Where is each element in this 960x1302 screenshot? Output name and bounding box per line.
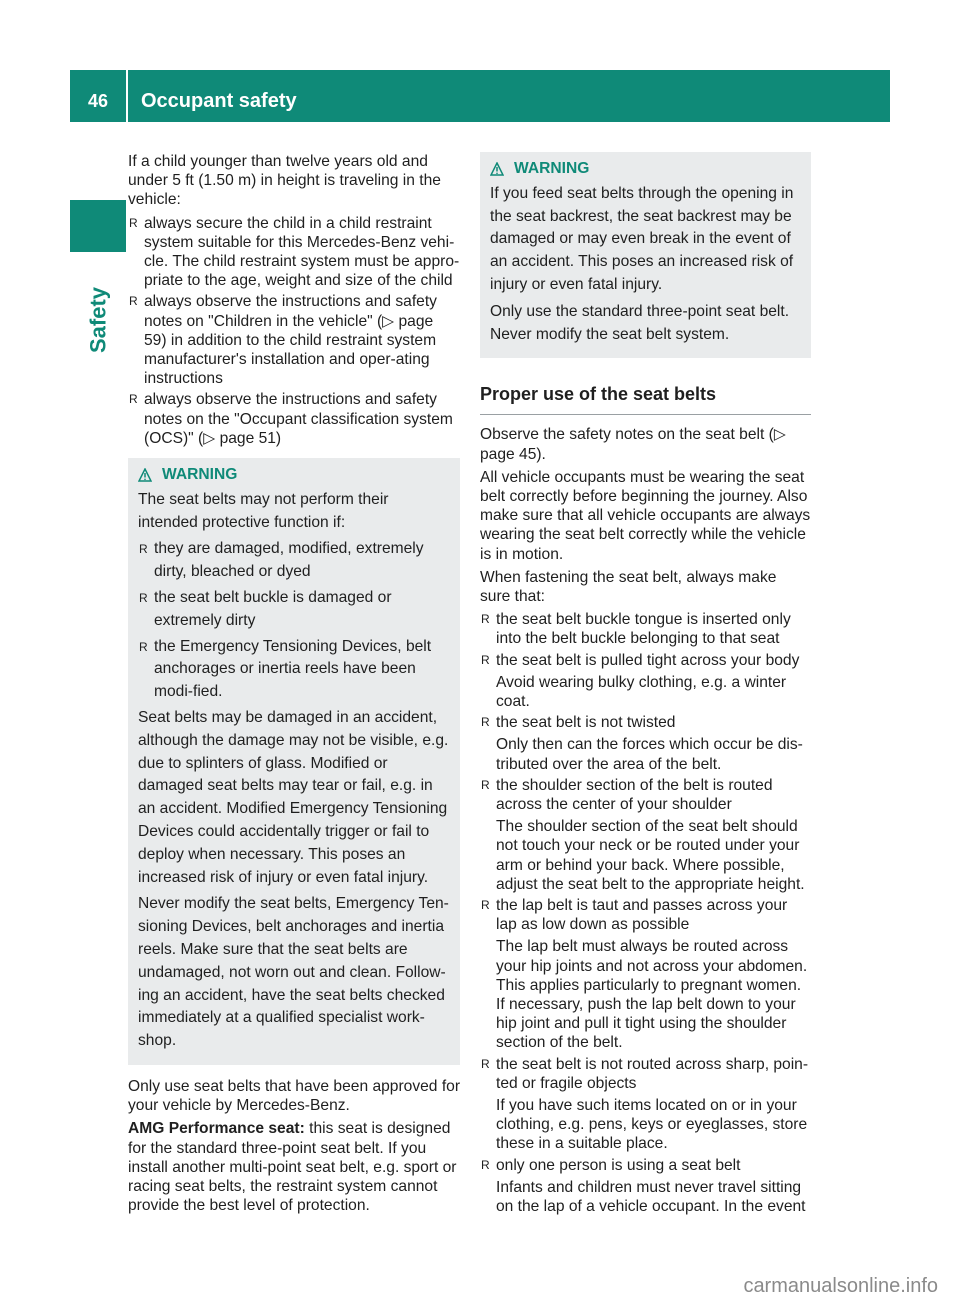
- bullet-icon: R: [481, 715, 490, 730]
- list-item: [480, 1055, 811, 1154]
- list-item: [480, 776, 811, 894]
- amg-paragraph: [128, 1119, 460, 1215]
- section-heading: Proper use of the seat belts: [480, 382, 811, 415]
- list-item: R the Emergency Tensioning Devices, belt anchorages or inertia reels have been modi-fied.: [139, 637, 432, 701]
- section-tab-marker: [70, 200, 126, 252]
- list-item-main: the seat belt is pulled tight across your body: [496, 651, 800, 669]
- warning-box: [128, 458, 460, 1065]
- list-item-detail: The shoulder section of the seat belt should not touch your neck or be routed under your arm or behind your back. Where possible, adjust the seat belt to the appropriate height.: [496, 818, 805, 893]
- list-item: [480, 1156, 811, 1217]
- amg-label: AMG Performance seat:: [128, 1120, 305, 1138]
- list-item: [480, 896, 811, 1053]
- warning-bullet-list: [138, 538, 450, 704]
- warning-triangle-icon: [490, 162, 504, 176]
- header-divider: [126, 70, 128, 122]
- section-side-label: Safety: [85, 286, 111, 354]
- warning-header: [138, 464, 450, 487]
- approved-belts-paragraph: Only use seat belts that have been approved for your vehicle by Mercedes-Benz.: [128, 1077, 461, 1115]
- list-item: [480, 651, 811, 712]
- list-item-main: the shoulder section of the belt is routed across the center of your shoulder: [496, 776, 773, 814]
- list-item-detail: The lap belt must always be routed across your hip joints and not across your abdomen. This applies particularly to pregnant women. If necessary, push the lap belt down to your hip joint and pull it tight using the shoulder section of the belt.: [496, 938, 808, 1052]
- list-item: R always secure the child in a child restraint system suitable for this Mercedes-Benz vehi-cle. The child restraint system must be appro-priate to the age, weight and size of the child: [129, 214, 460, 290]
- warning-paragraph: Only use the standard three-point seat belt. Never modify the seat belt system.: [490, 302, 790, 343]
- bullet-icon: R: [481, 898, 490, 913]
- warning-header: [490, 158, 801, 181]
- list-item-main: only one person is using a seat belt: [496, 1156, 741, 1174]
- bullet-icon: R: [481, 652, 490, 667]
- bullet-icon: R: [129, 215, 138, 230]
- body-paragraph: When fastening the seat belt, always make sure that:: [480, 568, 777, 605]
- list-item-main: the seat belt is not routed across sharp, poin-ted or fragile objects: [496, 1055, 809, 1092]
- list-item-main: the seat belt is not twisted: [496, 714, 676, 732]
- body-paragraph: Observe the safety notes on the seat belt (▷ page 45).: [480, 426, 786, 463]
- list-item: R the seat belt buckle is damaged or extremely dirty: [139, 589, 392, 629]
- list-item: R always observe the instructions and safety notes on the "Occupant classification system (OCS)" (▷ page 51): [129, 391, 453, 447]
- intro-paragraph: If a child younger than twelve years old and under 5 ft (1.50 m) in height is traveling in the vehicle:: [128, 153, 441, 209]
- bullet-icon: R: [139, 639, 148, 654]
- bullet-icon: R: [139, 542, 148, 557]
- bullet-icon: R: [481, 612, 490, 627]
- right-column: [480, 152, 811, 1218]
- list-item: R always observe the instructions and safety notes on "Children in the vehicle" (▷ page 59) in addition to the child restraint system manufacturer's installation and oper-ating instructions: [129, 293, 437, 388]
- warning-triangle-icon: [138, 468, 152, 482]
- bullet-icon: R: [481, 1056, 490, 1071]
- bullet-icon: R: [481, 777, 490, 792]
- left-column: [128, 152, 460, 1219]
- list-item-main: the lap belt is taut and passes across your lap as low down as possible: [496, 897, 788, 934]
- list-item-detail: Infants and children must never travel sitting on the lap of a vehicle occupant. In the event: [496, 1178, 806, 1216]
- list-item-detail: Only then can the forces which occur be dis-tributed over the area of the belt.: [496, 736, 803, 773]
- bullet-icon: R: [481, 1157, 490, 1172]
- list-item: [480, 713, 811, 774]
- bullet-icon: R: [129, 392, 138, 407]
- warning-intro: The seat belts may not perform their intended protective function if:: [138, 490, 389, 531]
- page-number: 46: [87, 91, 109, 111]
- list-item-detail: Avoid wearing bulky clothing, e.g. a winter coat.: [496, 673, 787, 711]
- warning-paragraph: Never modify the seat belts, Emergency Ten-sioning Devices, belt anchorages and inertia reels. Make sure that the seat belts are undamaged, not worn out and clean. Follow-ing an accident, have the seat belts checked immediately at a qualified specialist work-shop.: [138, 895, 449, 1050]
- list-item-detail: If you have such items located on or in your clothing, e.g. pens, keys or eyeglasses, store these in a suitable place.: [496, 1097, 808, 1153]
- list-item: R they are damaged, modified, extremely dirty, bleached or dyed: [139, 540, 424, 581]
- list-item: [480, 610, 811, 648]
- child-bullet-list: [128, 214, 460, 448]
- warning-paragraph: Seat belts may be damaged in an accident, although the damage may not be visible, e.g. due to splinters of glass. Modified or damaged seat belts may tear or fail, e.g. in an accident. Modified Emergency Tensioning Devices could accidentally trigger or fail to deploy when necessary. This poses an increased risk of injury or even fatal injury.: [138, 709, 449, 886]
- warning-box: [480, 152, 811, 358]
- body-paragraph: All vehicle occupants must be wearing the seat belt correctly before beginning the journey. Also make sure that all vehicle occupants are always wearing the seat belt correctly while the vehicle is in motion.: [480, 468, 811, 563]
- watermark: carmanualsonline.info: [743, 1274, 938, 1297]
- warning-title: WARNING: [514, 160, 590, 177]
- warning-paragraph: If you feed seat belts through the opening in the seat backrest, the seat backrest may be damaged or may even break in the event of an accident. This poses an increased risk of injury or even fatal injury.: [490, 184, 794, 293]
- bullet-icon: R: [139, 591, 148, 606]
- bullet-icon: R: [129, 294, 138, 309]
- seat-belt-bullet-list: [480, 610, 811, 1216]
- page-title: Occupant safety: [141, 90, 297, 112]
- warning-title: WARNING: [162, 466, 238, 484]
- list-item-main: the seat belt buckle tongue is inserted only into the belt buckle belonging to that seat: [496, 611, 791, 648]
- amg-text: this seat is designed for the standard three-point seat belt. If you install another multi-point seat belt, e.g. sport or racing seat belts, the restraint system cannot provide the best level of protection.: [128, 1120, 457, 1215]
